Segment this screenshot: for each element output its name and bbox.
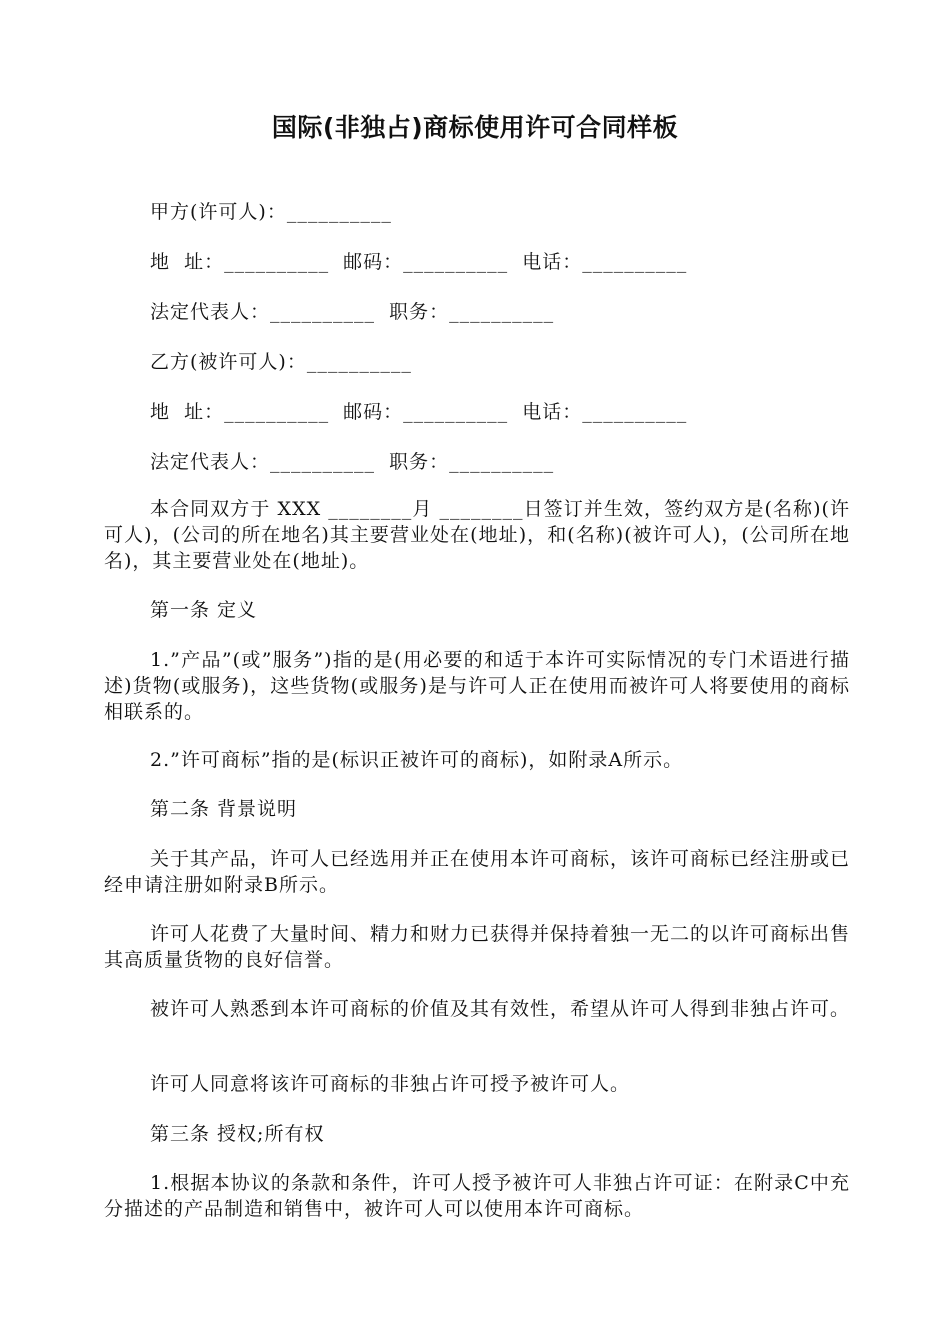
party-a-field: 甲方(许可人)：__________ xyxy=(150,201,392,223)
party-b-address-line: 地 址：__________ 邮码：__________ 电话：__________ xyxy=(150,401,688,423)
background-paragraph-4: 许可人同意将该许可商标的非独占许可授予被许可人。 xyxy=(150,1073,631,1095)
grant-paragraph-1: 1.根据本协议的条款和条件，许可人授予被许可人非独占许可证：在附录C中充分描述的产品制造和销售中，被许可人可以使用本许可商标。 xyxy=(104,1172,850,1220)
intro-paragraph: 本合同双方于 XXX ________月 ________日签订并生效，签约双方是(名称)(许可人)，(公司的所在地名)其主要营业处在(地址)，和(名称)(被许可人)，(公司所在地名)，其主要营业处在(地址)。 xyxy=(104,498,850,572)
party-b-field: 乙方(被许可人)：__________ xyxy=(150,351,412,373)
party-b-representative-line: 法定代表人：__________ 职务：__________ xyxy=(150,451,555,473)
article-3-heading: 第三条 授权;所有权 xyxy=(150,1123,325,1145)
article-2-heading: 第二条 背景说明 xyxy=(150,798,298,820)
definition-1-paragraph: 1.”产品”(或”服务”)指的是(用必要的和适于本许可实际情况的专门术语进行描述)货物(或服务)，这些货物(或服务)是与许可人正在使用而被许可人将要使用的商标相联系的。 xyxy=(104,649,850,723)
definition-2-paragraph: 2.”许可商标”指的是(标识正被许可的商标)，如附录A所示。 xyxy=(150,749,684,771)
background-paragraph-1: 关于其产品，许可人已经选用并正在使用本许可商标，该许可商标已经注册或已经申请注册如附录B所示。 xyxy=(104,848,851,896)
article-1-heading: 第一条 定义 xyxy=(150,599,258,621)
background-paragraph-2: 许可人花费了大量时间、精力和财力已获得并保持着独一无二的以许可商标出售其高质量货物的良好信誉。 xyxy=(104,923,851,971)
document-title: 国际(非独占)商标使用许可合同样板 xyxy=(271,113,679,142)
party-a-representative-line: 法定代表人：__________ 职务：__________ xyxy=(150,301,555,323)
background-paragraph-3: 被许可人熟悉到本许可商标的价值及其有效性，希望从许可人得到非独占许可。 xyxy=(150,998,851,1020)
party-a-address-line: 地 址：__________ 邮码：__________ 电话：__________ xyxy=(150,251,688,273)
